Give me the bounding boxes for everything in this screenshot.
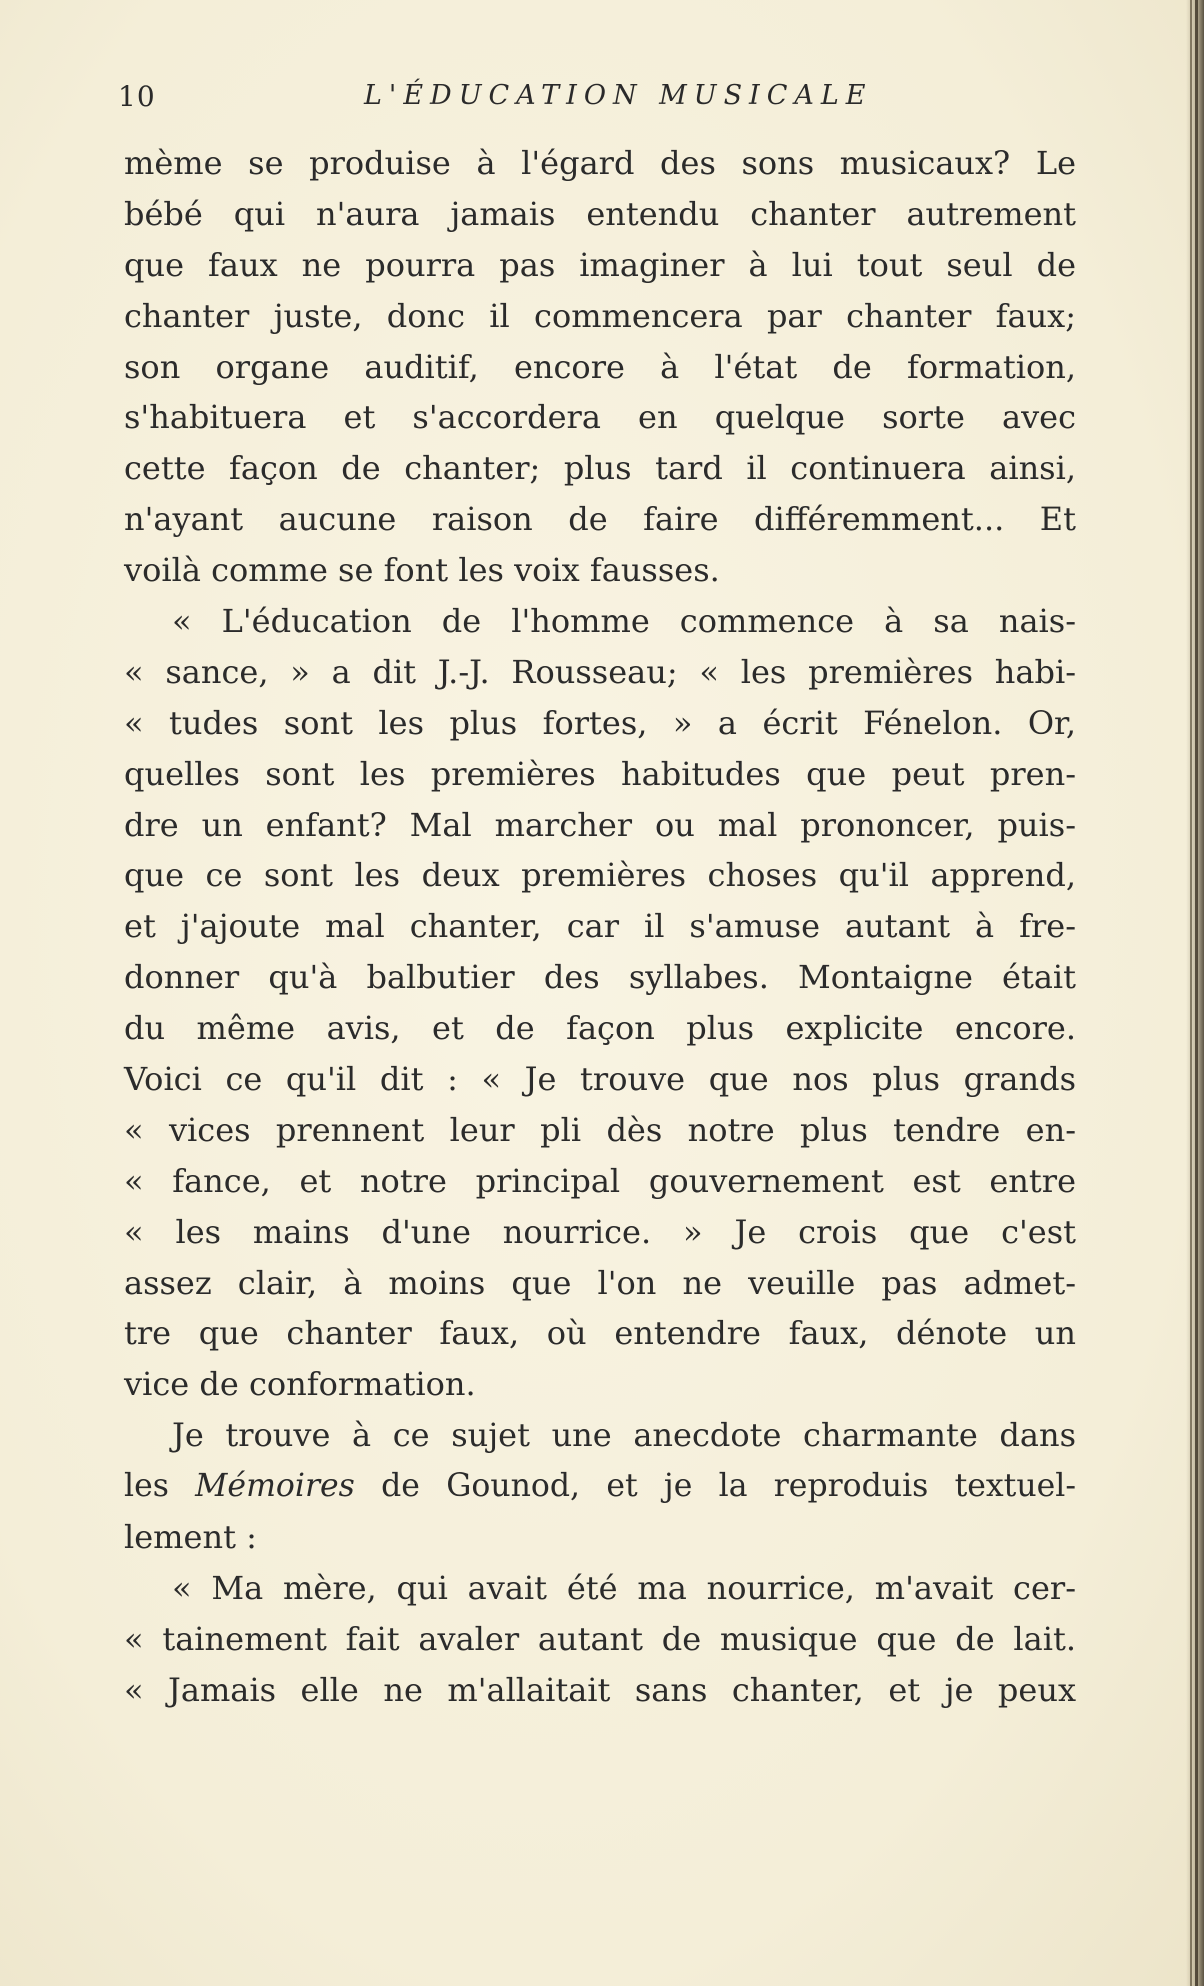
book-title-italic: Mémoires (195, 1468, 355, 1505)
text-line: « tainement fait avaler autant de musique que de lait. (124, 1619, 1076, 1658)
page-number: 10 (118, 80, 156, 113)
page-edge-line (1190, 0, 1192, 1986)
text-line: vice de conformation. (124, 1365, 476, 1404)
text-line: « fance, et notre principal gouvernement est entre (124, 1161, 1076, 1200)
text-line: dre un enfant? Mal marcher ou mal prononcer, puis- (124, 805, 1076, 844)
text-line: « L'éducation de l'homme commence à sa nais- (172, 602, 1076, 641)
text-line: et j'ajoute mal chanter, car il s'amuse autant à fre- (124, 907, 1076, 946)
text-line: n'ayant aucune raison de faire différemment... Et (124, 500, 1076, 539)
text-line: tre que chanter faux, où entendre faux, dénote un (124, 1314, 1076, 1353)
text-line: lement : (124, 1518, 257, 1557)
text-line: les Mémoires de Gounod, et je la reproduis textuel- (124, 1468, 1076, 1505)
text-line: voilà comme se font les voix fausses. (124, 551, 720, 590)
text-line: « tudes sont les plus fortes, » a écrit Fénelon. Or, (124, 703, 1076, 742)
text-line: cette façon de chanter; plus tard il continuera ainsi, (124, 449, 1076, 488)
text-line: Voici ce qu'il dit : « Je trouve que nos plus grands (124, 1060, 1076, 1099)
text-line: « vices prennent leur pli dès notre plus tendre en- (124, 1110, 1076, 1149)
text-line: assez clair, à moins que l'on ne veuille pas admet- (124, 1263, 1076, 1302)
text-line: Je trouve à ce sujet une anecdote charmante dans (172, 1416, 1076, 1455)
text-line: que ce sont les deux premières choses qu'il apprend, (124, 856, 1076, 895)
text-line: bébé qui n'aura jamais entendu chanter autrement (124, 194, 1076, 233)
text-line: mème se produise à l'égard des sons musicaux? Le (124, 144, 1076, 182)
text-line: son organe auditif, encore à l'état de formation, (124, 347, 1076, 386)
running-title: L'ÉDUCATION MUSICALE (364, 80, 873, 111)
page-edge-line (1195, 0, 1198, 1986)
text-line: que faux ne pourra pas imaginer à lui tout seul de (124, 245, 1076, 284)
text-line: du même avis, et de façon plus explicite encore. (124, 1009, 1076, 1048)
body-text (124, 138, 1076, 1716)
text-line: « Jamais elle ne m'allaitait sans chanter, et je peux (124, 1670, 1076, 1709)
text-line: « les mains d'une nourrice. » Je crois que c'est (124, 1212, 1076, 1251)
running-header (118, 78, 1078, 118)
text-line: donner qu'à balbutier des syllabes. Montaigne était (124, 958, 1076, 997)
text-line: « Ma mère, qui avait été ma nourrice, m'avait cer- (172, 1568, 1076, 1607)
text-line: s'habituera et s'accordera en quelque sorte avec (124, 398, 1076, 437)
text-line: quelles sont les premières habitudes que peut pren- (124, 754, 1076, 793)
text-line: « sance, » a dit J.-J. Rousseau; « les premières habi- (124, 652, 1076, 691)
text-line: chanter juste, donc il commencera par chanter faux; (124, 296, 1076, 335)
